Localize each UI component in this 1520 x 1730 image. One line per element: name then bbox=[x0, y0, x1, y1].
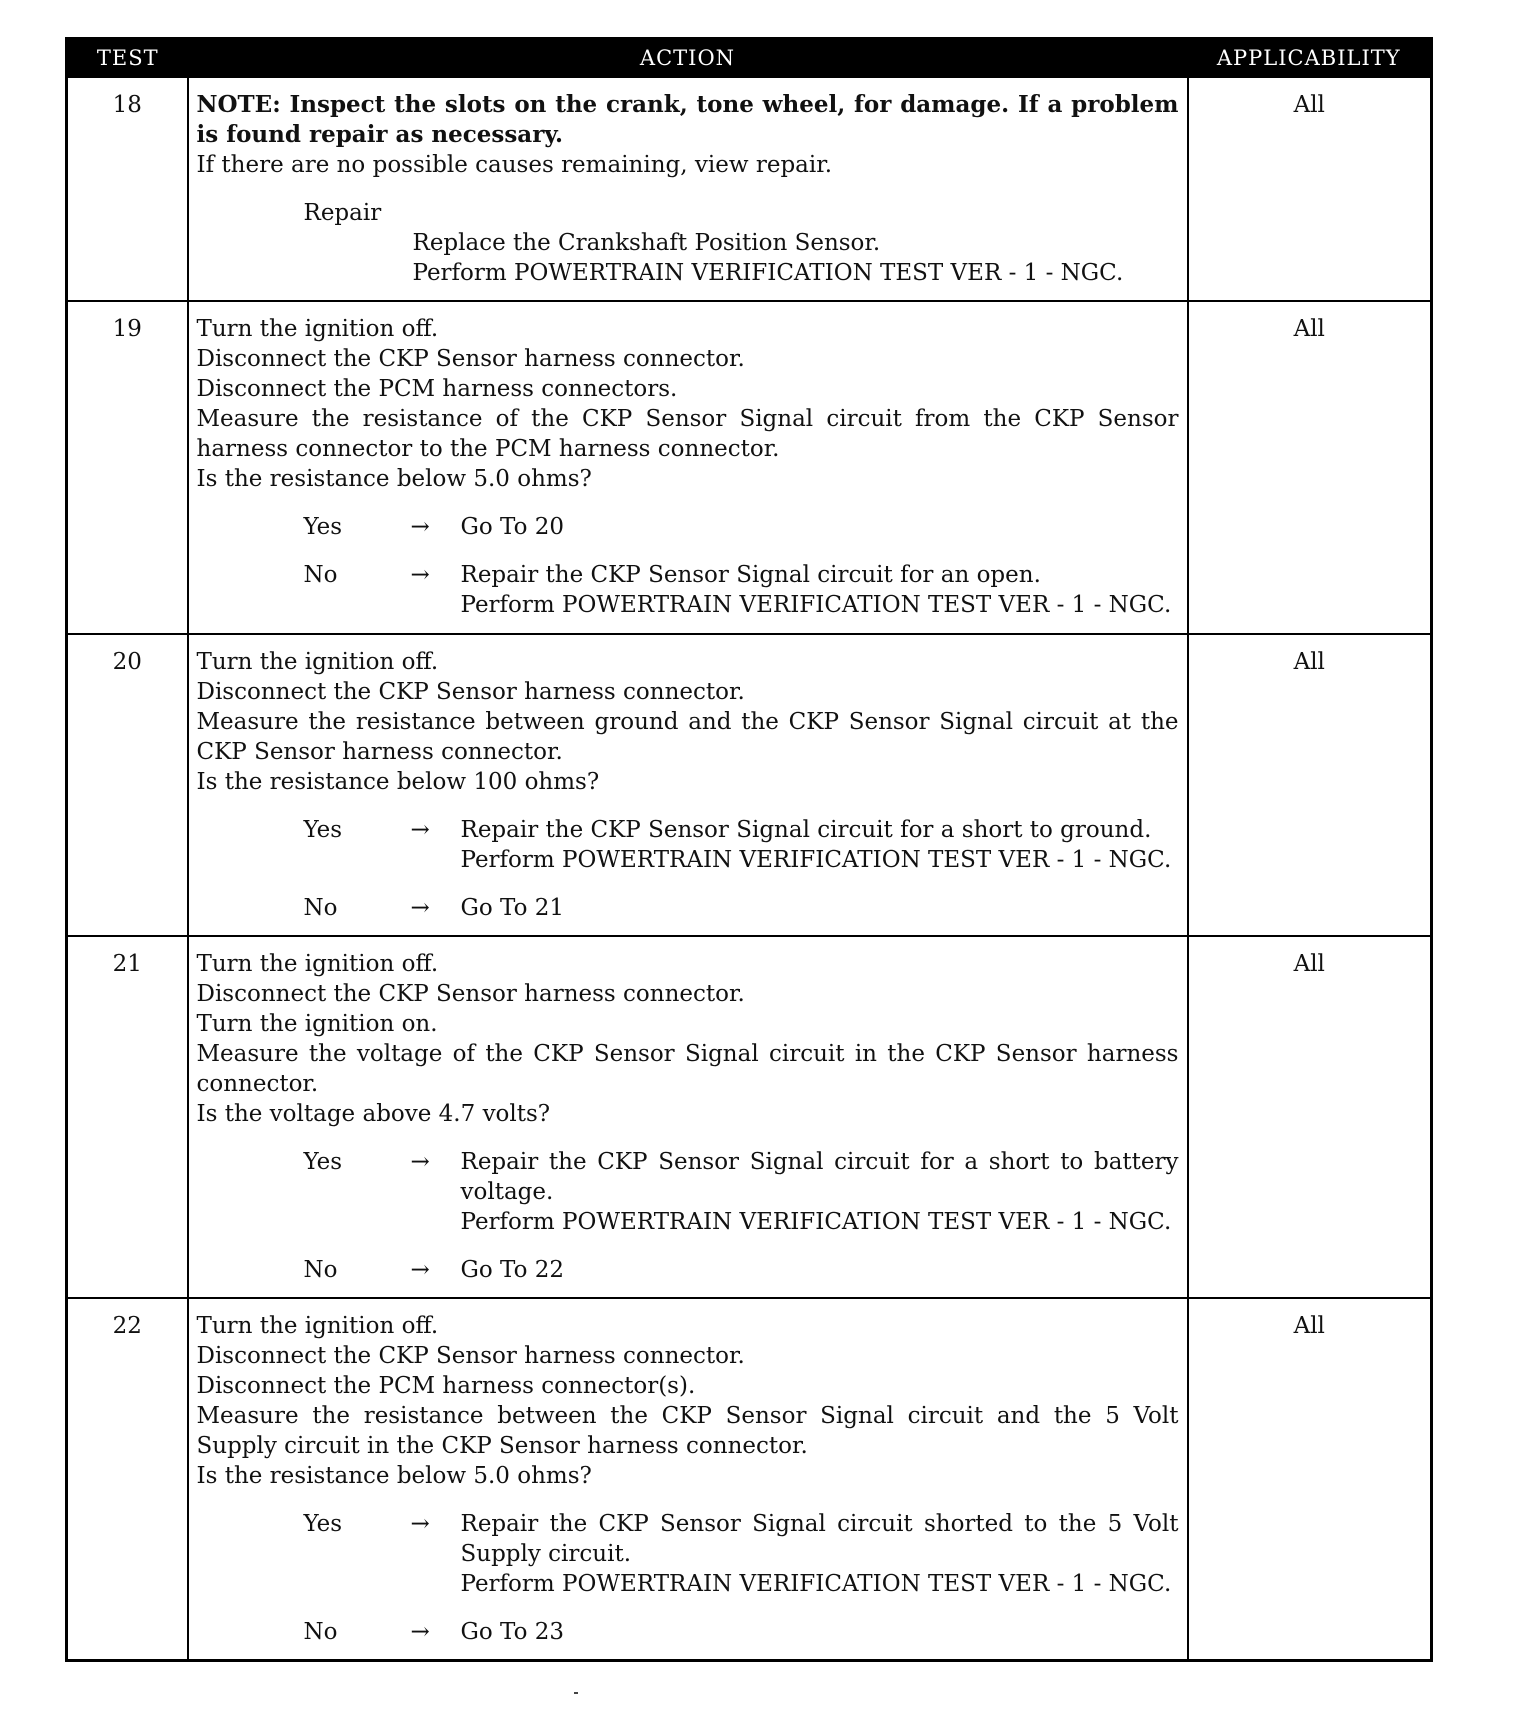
no-label: No bbox=[303, 1619, 338, 1645]
action-line: Turn the ignition on. bbox=[196, 1011, 438, 1037]
yes-response bbox=[304, 512, 1179, 542]
yes-text-line: Perform POWERTRAIN VERIFICATION TEST VER - 1 - NGC. bbox=[460, 1209, 1172, 1235]
applicability-value: All bbox=[1188, 77, 1432, 301]
yes-response bbox=[304, 815, 1179, 875]
yes-text-line: Perform POWERTRAIN VERIFICATION TEST VER - 1 - NGC. bbox=[460, 847, 1172, 873]
action-cell bbox=[188, 77, 1188, 301]
no-text: Go To 21 bbox=[460, 895, 565, 921]
diagnostic-test-table bbox=[65, 37, 1433, 1662]
action-line: Measure the voltage of the CKP Sensor Signal circuit in the CKP Sensor harness connector. bbox=[196, 1041, 1179, 1097]
header-action: ACTION bbox=[188, 39, 1188, 78]
yes-text-line: Repair the CKP Sensor Signal circuit for a short to ground. bbox=[460, 817, 1152, 843]
action-line: Disconnect the PCM harness connectors. bbox=[196, 376, 678, 402]
right-arrow-icon: → bbox=[410, 895, 430, 921]
right-arrow-icon: → bbox=[410, 562, 430, 588]
action-cell bbox=[188, 301, 1188, 634]
action-line: Is the voltage above 4.7 volts? bbox=[196, 1101, 551, 1127]
action-line: Measure the resistance between the CKP Sensor Signal circuit and the 5 Volt Supply circuit in the CKP Sensor harness connector. bbox=[196, 1403, 1179, 1459]
test-number: 21 bbox=[67, 936, 188, 1298]
table-header-row bbox=[67, 39, 1432, 78]
action-line: Turn the ignition off. bbox=[196, 1313, 439, 1339]
action-line: Disconnect the CKP Sensor harness connector. bbox=[196, 981, 745, 1007]
test-number: 19 bbox=[67, 301, 188, 634]
yes-label: Yes bbox=[303, 817, 343, 843]
test-number: 18 bbox=[67, 77, 188, 301]
action-line: Disconnect the PCM harness connector(s). bbox=[196, 1373, 696, 1399]
action-line: Disconnect the CKP Sensor harness connector. bbox=[196, 1343, 745, 1369]
applicability-value: All bbox=[1188, 301, 1432, 634]
table-row bbox=[67, 634, 1432, 936]
yes-response bbox=[304, 1147, 1179, 1237]
no-label: No bbox=[303, 895, 338, 921]
no-response bbox=[304, 560, 1179, 620]
right-arrow-icon: → bbox=[410, 817, 430, 843]
repair-line: Replace the Crankshaft Position Sensor. bbox=[412, 230, 881, 256]
note-text: NOTE: Inspect the slots on the crank, tone wheel, for damage. If a problem is found repair as necessary. bbox=[196, 91, 1179, 148]
yes-text bbox=[461, 1147, 1179, 1237]
action-line: Disconnect the CKP Sensor harness connector. bbox=[196, 679, 745, 705]
header-test: TEST bbox=[67, 39, 188, 78]
right-arrow-icon: → bbox=[410, 514, 430, 540]
yes-text-line: Perform POWERTRAIN VERIFICATION TEST VER - 1 - NGC. bbox=[460, 1571, 1172, 1597]
action-line: Turn the ignition off. bbox=[196, 951, 439, 977]
no-text-line: Repair the CKP Sensor Signal circuit for an open. bbox=[460, 562, 1041, 588]
applicability-value: All bbox=[1188, 936, 1432, 1298]
no-text-line: Perform POWERTRAIN VERIFICATION TEST VER - 1 - NGC. bbox=[460, 592, 1172, 618]
applicability-value: All bbox=[1188, 1298, 1432, 1661]
table-row bbox=[67, 77, 1432, 301]
right-arrow-icon: → bbox=[410, 1511, 430, 1537]
page-mark bbox=[574, 1692, 578, 1694]
table-row bbox=[67, 301, 1432, 634]
test-number: 22 bbox=[67, 1298, 188, 1661]
right-arrow-icon: → bbox=[410, 1257, 430, 1283]
yes-label: Yes bbox=[303, 514, 343, 540]
no-response bbox=[304, 893, 1179, 923]
action-line: Turn the ignition off. bbox=[196, 649, 439, 675]
test-number: 20 bbox=[67, 634, 188, 936]
yes-response bbox=[304, 1509, 1179, 1599]
action-cell bbox=[188, 936, 1188, 1298]
action-line: Measure the resistance between ground and the CKP Sensor Signal circuit at the CKP Sensor harness connector. bbox=[196, 709, 1179, 765]
no-text: Go To 22 bbox=[460, 1257, 565, 1283]
yes-label: Yes bbox=[303, 1511, 343, 1537]
header-applicability: APPLICABILITY bbox=[1188, 39, 1432, 78]
action-cell bbox=[188, 1298, 1188, 1661]
no-response bbox=[304, 1617, 1179, 1647]
action-line: Is the resistance below 5.0 ohms? bbox=[196, 466, 592, 492]
action-line: Disconnect the CKP Sensor harness connector. bbox=[196, 346, 745, 372]
action-line: Is the resistance below 5.0 ohms? bbox=[196, 1463, 592, 1489]
no-text bbox=[461, 560, 1179, 620]
no-label: No bbox=[303, 562, 338, 588]
action-line: Measure the resistance of the CKP Sensor Signal circuit from the CKP Sensor harness connector to the PCM harness connector. bbox=[196, 406, 1179, 462]
repair-line: Perform POWERTRAIN VERIFICATION TEST VER - 1 - NGC. bbox=[412, 260, 1124, 286]
table-row bbox=[67, 936, 1432, 1298]
yes-text: Go To 20 bbox=[460, 514, 565, 540]
yes-text-line: Repair the CKP Sensor Signal circuit for a short to battery voltage. bbox=[460, 1149, 1179, 1205]
action-line: Is the resistance below 100 ohms? bbox=[196, 769, 600, 795]
action-line: If there are no possible causes remaining, view repair. bbox=[196, 152, 833, 178]
no-label: No bbox=[303, 1257, 338, 1283]
action-cell bbox=[188, 634, 1188, 936]
applicability-value: All bbox=[1188, 634, 1432, 936]
yes-text bbox=[461, 815, 1179, 875]
yes-text-line: Repair the CKP Sensor Signal circuit shorted to the 5 Volt Supply circuit. bbox=[460, 1511, 1179, 1567]
no-response bbox=[304, 1255, 1179, 1285]
repair-label: Repair bbox=[303, 200, 382, 226]
action-line: Turn the ignition off. bbox=[196, 316, 439, 342]
yes-label: Yes bbox=[303, 1149, 343, 1175]
yes-text bbox=[461, 1509, 1179, 1599]
table-row bbox=[67, 1298, 1432, 1661]
right-arrow-icon: → bbox=[410, 1619, 430, 1645]
right-arrow-icon: → bbox=[410, 1149, 430, 1175]
no-text: Go To 23 bbox=[460, 1619, 565, 1645]
